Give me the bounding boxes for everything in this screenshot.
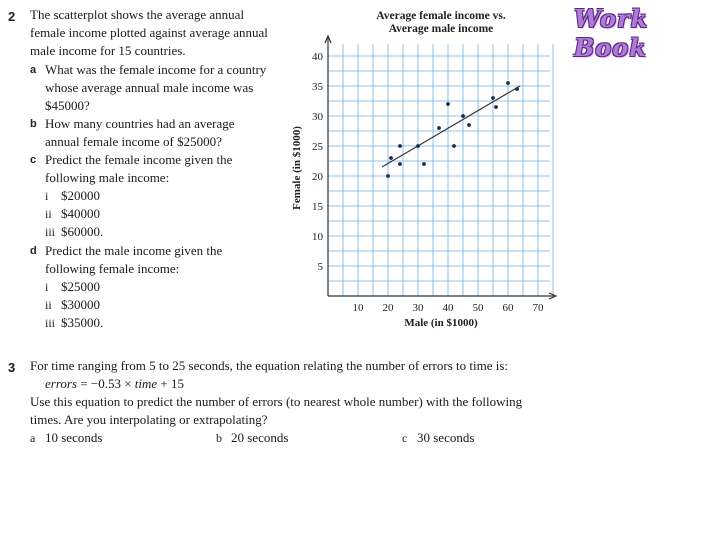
option-c: [402, 429, 474, 447]
y-tick-label: 35: [312, 81, 323, 93]
equation-operator: = −0.53 ×: [77, 376, 135, 391]
part-c-item: ii $40000: [45, 206, 100, 221]
part-a-line: What was the female income for a country: [45, 62, 267, 77]
part-a-line: whose average annual male income was: [45, 80, 254, 95]
option-c-text: 30 seconds: [417, 430, 475, 445]
y-axis-label: Female (in $1000): [291, 126, 303, 210]
data-point: [389, 156, 393, 160]
data-point: [386, 174, 390, 178]
data-point: [398, 144, 402, 148]
x-axis-label: Male (in $1000): [404, 317, 478, 329]
part-b-text: [45, 115, 235, 151]
option-b-letter: b: [216, 431, 222, 445]
chart-title-line-2: Average male income: [388, 23, 494, 35]
x-tick-label: 20: [382, 302, 394, 314]
option-a-text: 10 seconds: [45, 430, 103, 445]
chart-axes: [325, 36, 556, 299]
question-3-line-1: For time ranging from 5 to 25 seconds, the equation relating the number of errors to time is:: [30, 358, 509, 373]
question-3-number: 3: [8, 360, 16, 375]
question-3-line-3: times. Are you interpolating or extrapolating?: [30, 412, 268, 427]
part-a-line: $45000?: [45, 98, 90, 113]
y-tick-label: 15: [312, 201, 323, 213]
data-point: [416, 144, 420, 148]
y-tick-label: 25: [312, 141, 323, 153]
x-tick-label: 70: [532, 302, 544, 314]
x-tick-label: 60: [502, 302, 514, 314]
stem-line: The scatterplot shows the average annual: [30, 7, 245, 22]
equation-variable: time: [134, 376, 158, 391]
stem-line: female income plotted against average annual: [30, 25, 268, 40]
part-c-item: i $20000: [45, 188, 100, 203]
y-tick-label: 40: [312, 51, 323, 63]
part-a-text: [45, 61, 266, 115]
data-point: [422, 162, 426, 166]
part-c-letter: c: [30, 154, 37, 166]
chart-title-line-1: Average female income vs.: [376, 10, 506, 22]
y-tick-label: 20: [312, 171, 323, 183]
y-tick-label: 5: [317, 261, 323, 273]
part-d-line: following female income:: [45, 261, 180, 276]
part-c-line: following male income:: [45, 170, 170, 185]
data-point: [461, 114, 465, 118]
part-d-item: iii $35000.: [45, 315, 104, 330]
scatter-chart: [285, 0, 575, 340]
data-point: [446, 102, 450, 106]
question-3-line-2: Use this equation to predict the number of errors (to nearest whole number) with the following: [30, 394, 523, 409]
y-tick-label: 30: [312, 111, 323, 123]
x-tick-label: 40: [442, 302, 454, 314]
stem-line: male income for 15 countries.: [30, 43, 186, 58]
equation-lhs: errors: [45, 376, 78, 391]
x-tick-label: 10: [352, 302, 364, 314]
part-c-items: [45, 187, 103, 241]
x-tick-label: 30: [412, 302, 424, 314]
data-point: [506, 81, 510, 85]
part-b-letter: b: [30, 118, 37, 130]
part-d-item: ii $30000: [45, 297, 100, 312]
data-point: [491, 96, 495, 100]
option-a-letter: a: [30, 431, 36, 445]
option-c-letter: c: [402, 431, 408, 445]
data-point: [494, 105, 498, 109]
equation-tail: + 15: [157, 376, 185, 391]
part-c-item: iii $60000.: [45, 224, 104, 239]
question-3-equation: [45, 375, 184, 393]
option-b: [216, 429, 288, 447]
part-b-line: How many countries had an average: [45, 116, 235, 131]
part-b-line: annual female income of $25000?: [45, 134, 222, 149]
part-c-text: [45, 151, 232, 187]
part-d-letter: d: [30, 245, 37, 257]
part-d-line: Predict the male income given the: [45, 243, 223, 258]
question-2-stem: [30, 6, 268, 60]
option-b-text: 20 seconds: [231, 430, 289, 445]
part-d-items: [45, 278, 103, 332]
data-point: [467, 123, 471, 127]
part-c-line: Predict the female income given the: [45, 152, 233, 167]
y-tick-label: 10: [312, 231, 323, 243]
data-point: [398, 162, 402, 166]
x-tick-label: 50: [472, 302, 484, 314]
chart-grid: [328, 44, 553, 296]
logo-word-book: Book: [574, 33, 647, 62]
chart-ticks: [312, 51, 544, 314]
data-point: [437, 126, 441, 130]
part-a-letter: a: [30, 64, 37, 76]
option-a: [30, 429, 102, 447]
part-d-item: i $25000: [45, 279, 100, 294]
data-point: [452, 144, 456, 148]
part-d-text: [45, 242, 222, 278]
workbook-logo: [574, 4, 720, 62]
data-point: [515, 87, 519, 91]
question-2-number: 2: [8, 9, 16, 24]
logo-word-work: Work: [574, 4, 649, 33]
chart-points: [386, 81, 519, 178]
